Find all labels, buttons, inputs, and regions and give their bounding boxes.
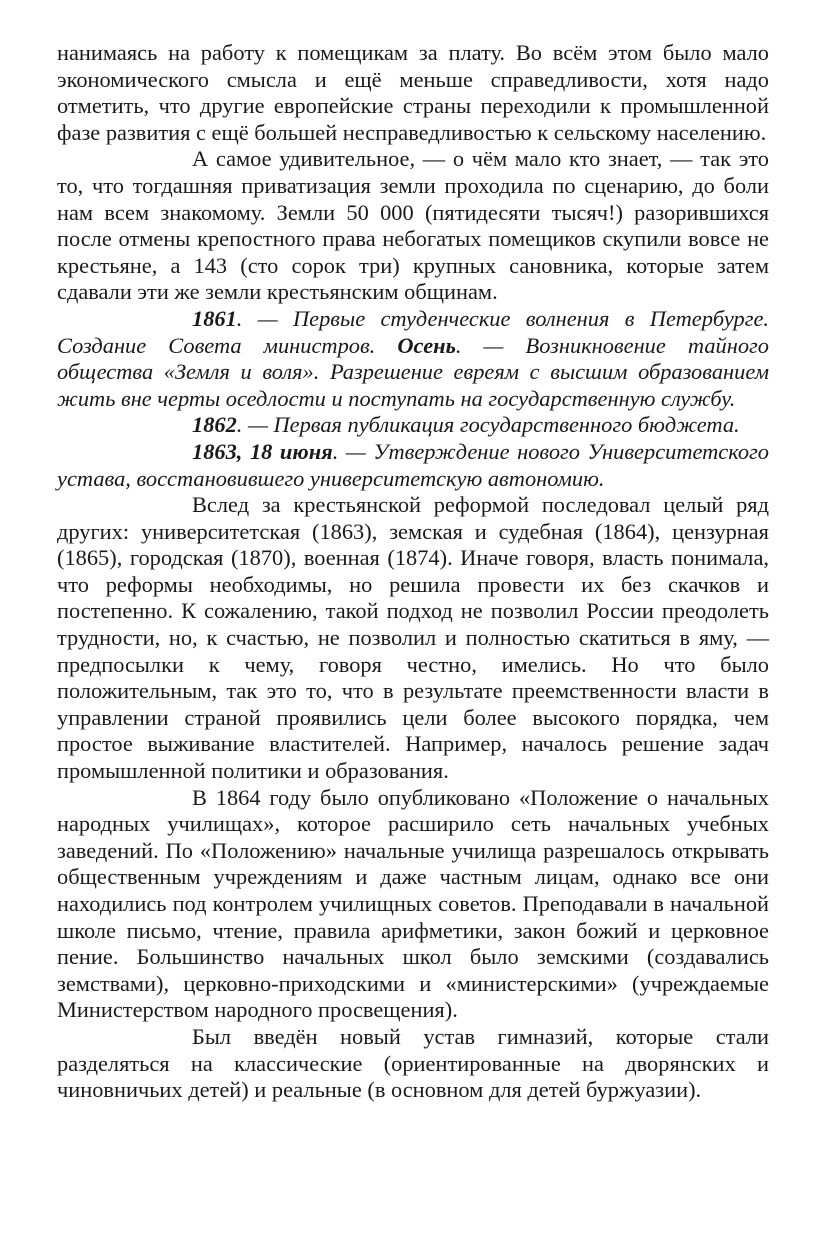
paragraph: В 1864 году было опубликовано «Положение о начальных народных училищах», которое расширило сеть начальных учебных заведений. По «Положению» начальные училища разрешалось открывать общественным учреждениям и даже частным лицам, однако все они находились под контролем училищных советов. Преподавали в начальной школе письмо, чтение, правила арифметики, закон божий и церковное пение. Большинство начальных школ было земскими (создавались земствами), церковно-приходскими и «министерскими» (учреждаемые Министерством народного просвещения). (57, 784, 769, 1023)
chronicle-year: 1862 (192, 412, 237, 438)
paragraph: А самое удивительное, — о чём мало кто знает, — так это то, что тогдашняя приватизация земли проходила по сценарию, до боли нам всем знакомому. Земли 50 000 (пятидесяти тысяч!) разорившихся после отмены крепостного права небогатых помещиков скупили вовсе не крестьяне, а 143 (сто сорок три) крупных сановника, которые затем сдавали эти же земли крестьянским общинам. (57, 146, 769, 305)
chronicle-date: 1863, 18 июня (192, 438, 333, 464)
chronicle-entry-1862 (57, 412, 769, 439)
chronicle-text: . — Возникновение тайного общества «Земля и воля». Разрешение евреям с высшим образованием жить вне черты оседлости и поступать на государственную службу. (57, 332, 769, 411)
paragraph: нанимаясь на работу к помещикам за плату. Во всём этом было мало экономического смысла и ещё меньше справедливости, хотя надо отметить, что другие европейские страны переходили к промышленной фазе развития с ещё большей несправедливостью к сельскому населению. (57, 40, 769, 145)
document-page (57, 40, 769, 1104)
chronicle-text: . — Первая публикация государственного бюджета. (236, 412, 740, 438)
chronicle-text: . — Утверждение нового Университетского устава, восстановившего университетскую автономию. (57, 438, 769, 491)
chronicle-year: 1861 (192, 305, 237, 331)
chronicle-entry-1861 (57, 306, 769, 412)
paragraph: Был введён новый устав гимназий, которые стали разделяться на классические (ориентированные на дворянских и чиновничьих детей) и реальные (в основном для детей буржуазии). (57, 1023, 769, 1103)
chronicle-season: Осень (397, 332, 456, 358)
chronicle-text: . — Первые студенческие волнения в Петербурге. Создание Совета министров. (57, 305, 769, 358)
paragraph: Вслед за крестьянской реформой последовал целый ряд других: университетская (1863), земская и судебная (1864), цензурная (1865), городская (1870), военная (1874). Иначе говоря, власть понимала, что реформы необходимы, но решила провести их без скачков и постепенно. К сожалению, такой подход не позволил России преодолеть трудности, но, к счастью, не позволил и полностью скатиться в яму, — предпосылки к чему, говоря честно, имелись. Но что было положительным, так это то, что в результате преемственности власти в управлении страной проявились цели более высокого порядка, чем простое выживание властителей. Например, началось решение задач промышленной политики и образования. (57, 492, 769, 784)
chronicle-entry-1863 (57, 439, 769, 492)
